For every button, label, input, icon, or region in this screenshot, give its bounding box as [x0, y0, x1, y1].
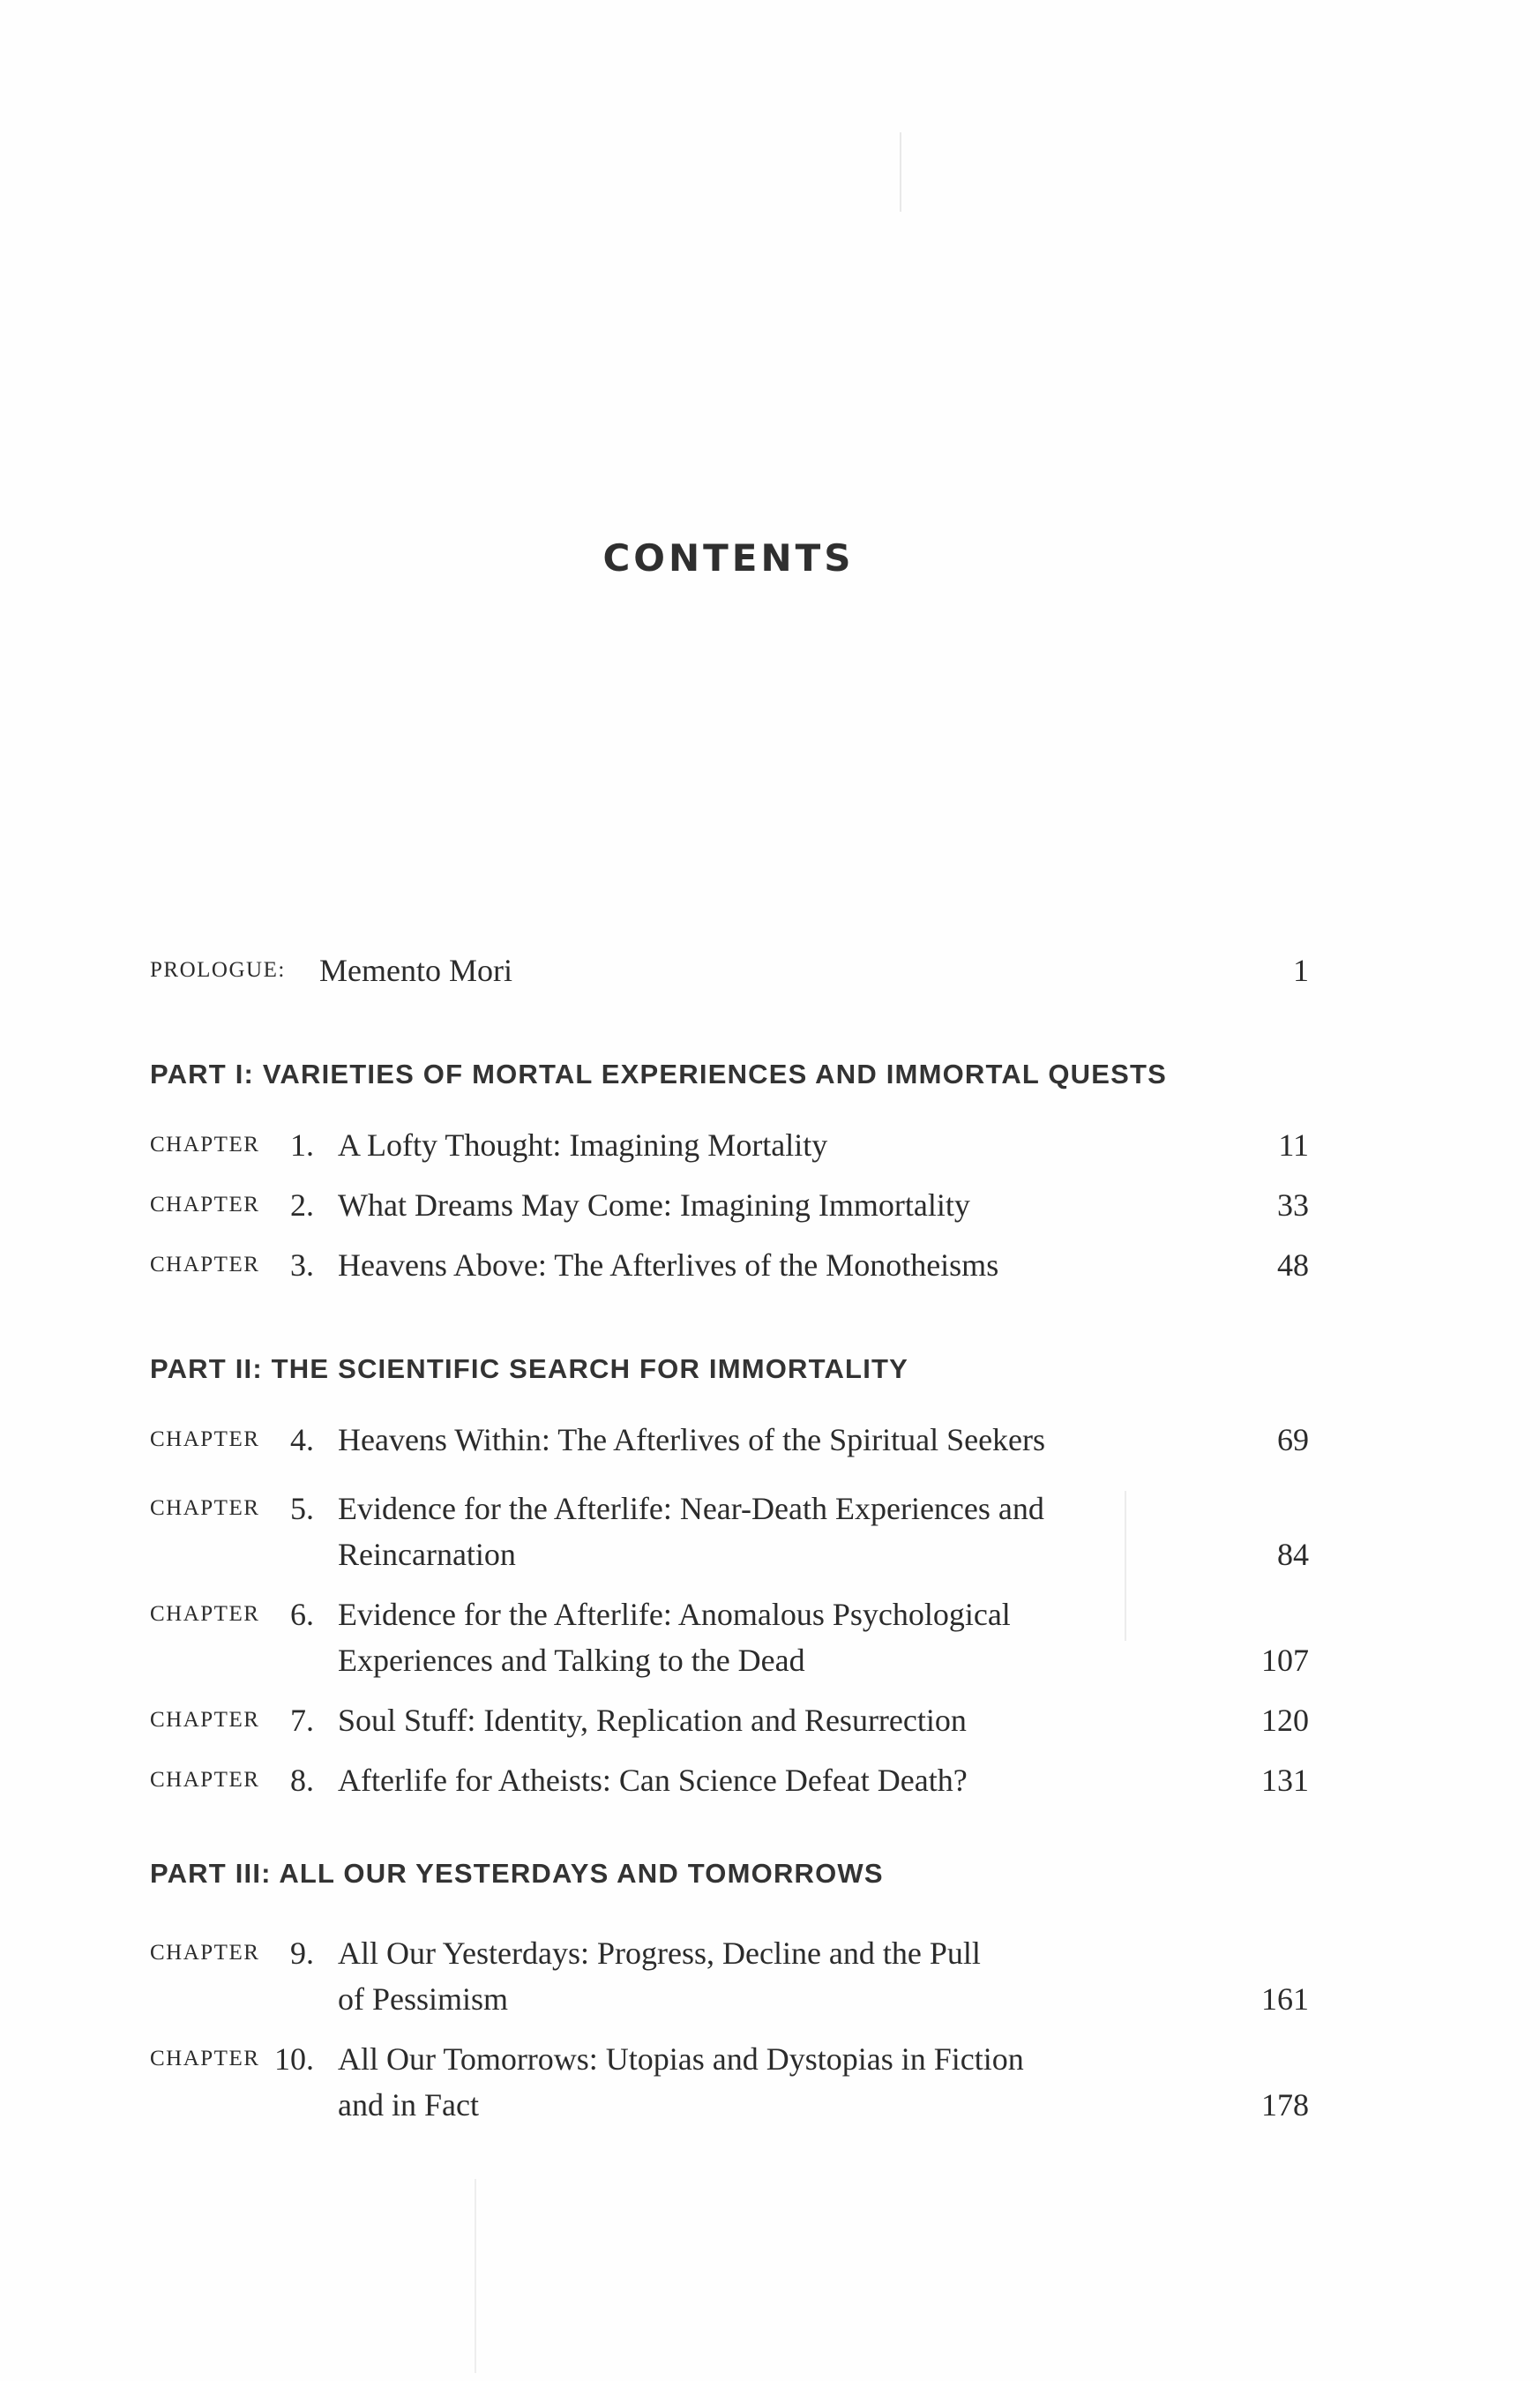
entry-page-number: 1 — [1293, 953, 1309, 988]
entry-page-number: 120 — [1261, 1703, 1309, 1738]
entry-title: Afterlife for Atheists: Can Science Defeat Death? — [338, 1763, 968, 1798]
page-title: CONTENTS — [602, 536, 855, 580]
entry-title: Evidence for the Afterlife: Near-Death Experiences and — [338, 1491, 1044, 1526]
part-heading: PART II: THE SCIENTIFIC SEARCH FOR IMMORTALITY — [150, 1353, 909, 1384]
entry-number: 7. — [290, 1703, 314, 1738]
entry-page-number: 84 — [1277, 1537, 1309, 1572]
entry-label: CHAPTER — [150, 1768, 260, 1792]
entry-label: CHAPTER — [150, 1496, 260, 1520]
entry-title: What Dreams May Come: Imagining Immortality — [338, 1187, 970, 1223]
entry-page-number: 69 — [1277, 1422, 1309, 1457]
entry-label: CHAPTER — [150, 1133, 260, 1157]
entry-title-continued: and in Fact — [338, 2087, 479, 2123]
entry-title: All Our Yesterdays: Progress, Decline and the Pull — [338, 1935, 981, 1971]
scan-artifact — [900, 132, 901, 212]
entry-label: CHAPTER — [150, 2047, 260, 2070]
entry-number: 5. — [290, 1491, 314, 1526]
entry-number: 1. — [290, 1127, 314, 1163]
entry-number: 10. — [274, 2041, 314, 2077]
entry-page-number: 11 — [1278, 1127, 1309, 1163]
entry-title: Heavens Within: The Afterlives of the Spiritual Seekers — [338, 1422, 1046, 1457]
entry-title: Evidence for the Afterlife: Anomalous Psychological — [338, 1597, 1011, 1632]
entry-label: CHAPTER — [150, 1253, 260, 1277]
entry-title-continued: Experiences and Talking to the Dead — [338, 1643, 805, 1678]
entry-number: 8. — [290, 1763, 314, 1798]
entry-page-number: 48 — [1277, 1247, 1309, 1283]
scan-artifact — [475, 2179, 476, 2373]
entry-page-number: 33 — [1277, 1187, 1309, 1223]
entry-title: Soul Stuff: Identity, Replication and Resurrection — [338, 1703, 967, 1738]
entry-title: A Lofty Thought: Imagining Mortality — [338, 1127, 828, 1163]
entry-number: 4. — [290, 1422, 314, 1457]
part-heading: PART III: ALL OUR YESTERDAYS AND TOMORROWS — [150, 1858, 884, 1889]
entry-number: 9. — [290, 1935, 314, 1971]
entry-label: CHAPTER — [150, 1427, 260, 1451]
entry-page-number: 131 — [1261, 1763, 1309, 1798]
entry-label: CHAPTER — [150, 1708, 260, 1732]
entry-page-number: 178 — [1261, 2087, 1309, 2123]
entry-label: PROLOGUE: — [150, 958, 286, 982]
entry-title: Heavens Above: The Afterlives of the Monotheisms — [338, 1247, 999, 1283]
entry-number: 6. — [290, 1597, 314, 1632]
entry-title-continued: of Pessimism — [338, 1981, 509, 2017]
entry-title: Memento Mori — [319, 953, 512, 988]
scan-artifact — [1125, 1491, 1126, 1641]
part-heading: PART I: VARIETIES OF MORTAL EXPERIENCES AND IMMORTAL QUESTS — [150, 1059, 1167, 1089]
entry-page-number: 161 — [1261, 1981, 1309, 2017]
entry-number: 2. — [290, 1187, 314, 1223]
entry-title: All Our Tomorrows: Utopias and Dystopias in Fiction — [338, 2041, 1024, 2077]
entry-number: 3. — [290, 1247, 314, 1283]
entry-label: CHAPTER — [150, 1193, 260, 1217]
entry-page-number: 107 — [1261, 1643, 1309, 1678]
entry-label: CHAPTER — [150, 1941, 260, 1965]
entry-label: CHAPTER — [150, 1602, 260, 1626]
entry-title-continued: Reincarnation — [338, 1537, 516, 1572]
